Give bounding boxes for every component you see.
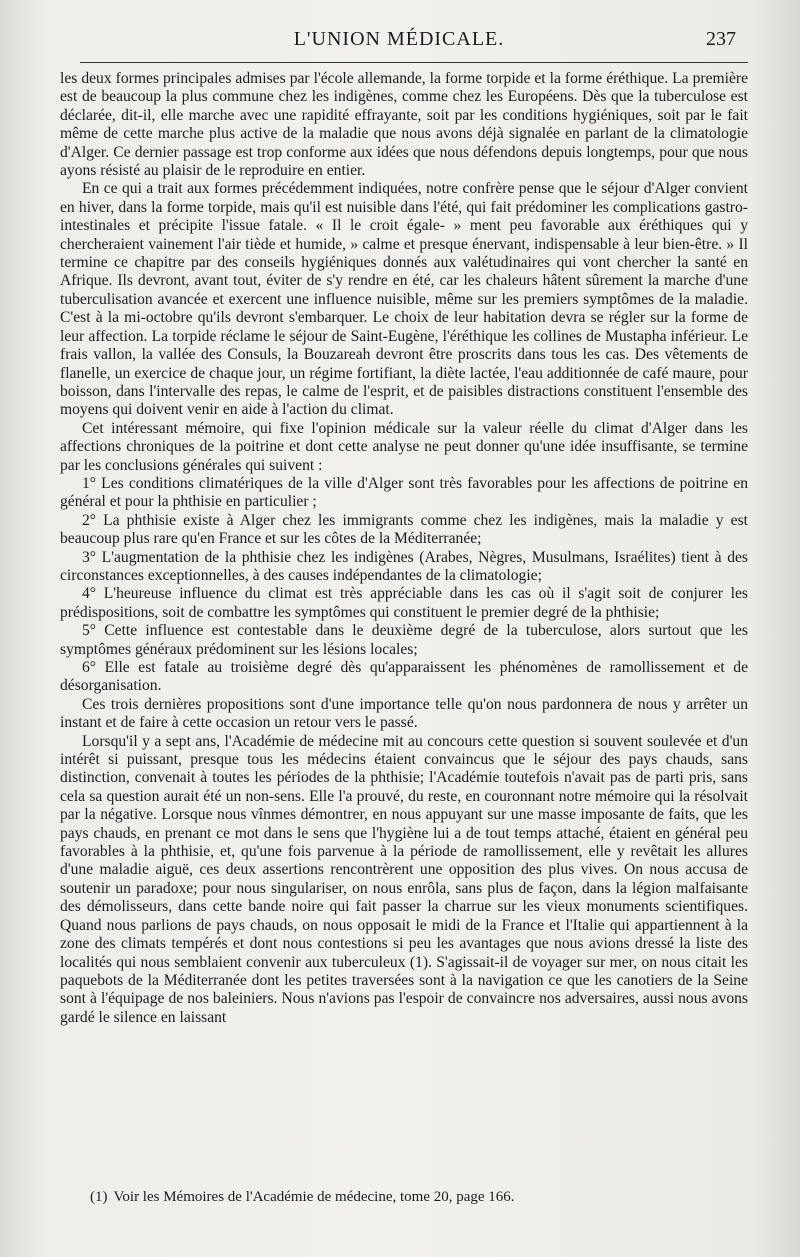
- paragraph: Cet intéressant mémoire, qui fixe l'opinion médicale sur la valeur réelle du climat d'Alger dans les affections chroniques de la poitrine et dont cette analyse ne peut donner qu'une idée insuffisante, se termine par les conclusions générales qui suivent :: [60, 419, 748, 474]
- header-rule: [80, 62, 748, 63]
- footnote-mark: (1): [90, 1189, 108, 1205]
- conclusion-item: 1° Les conditions climatériques de la ville d'Alger sont très favorables pour les affections de poitrine en général et pour la phthisie en particulier ;: [60, 474, 748, 511]
- page-number: 237: [706, 28, 736, 50]
- conclusion-item: 4° L'heureuse influence du climat est très appréciable dans les cas où il s'agit soit de conjurer les prédispositions, soit de combattre les symptômes qui constituent le premier degré de la phthisie;: [60, 585, 748, 621]
- paragraph: En ce qui a trait aux formes précédemment indiquées, notre confrère pense que le séjour d'Alger convient en hiver, dans la forme torpide, mais qu'il est nuisible dans l'été, qui fait prédominer les complications gastro-intestinales et précipite l'issue fatale. « Il le croit égale- » ment peu favorable aux éréthiques qui y chercheraient vainement l'air tiède et humide, » calme et presque énervant, indispensable à leur bien-être. » Il termine ce chapitre par des conseils hygiéniques donnés aux valétudinaires qui vont chercher la santé en Afrique. Ils devront, avant tout, éviter de s'y rendre en été, car les chaleurs hâtent sûrement la marche d'une tuberculisation avancée et exercent une influence nuisible, même sur les premiers symptômes de la maladie. C'est à la mi-octobre qu'ils devront s'embarquer. Le choix de leur habitation devra se régler sur la forme de leur affection. La torpide réclame le séjour de Saint-Eugène, l'éréthique les collines de Mustapha inférieur. Le frais vallon, la vallée des Consuls, la Bouzareah devront être proscrits dans tous les cas. Des vêtements de flanelle, un exercice de chaque jour, un régime fortifiant, la diète lactée, l'eau additionnée de café maure, pour boisson, dans l'intervalle des repas, le calme de l'esprit, et de paisibles distractions constituent l'ensemble des moyens qui doivent venir en aide à l'action du climat.: [60, 180, 748, 419]
- page-header: [60, 28, 738, 58]
- paragraph: Lorsqu'il y a sept ans, l'Académie de médecine mit au concours cette question si souvent soulevée et d'un intérêt si puissant, presque tous les médecins étaient convaincus que le séjour des pays chauds, sans distinction, convenait à toutes les périodes de la phthisie; l'Académie toutefois n'avait pas de parti pris, sans cela sa question aurait été un non-sens. Elle l'a prouvé, du reste, en couronnant notre mémoire qui la résolvait par la négative. Lorsque nous vînmes démontrer, en nous appuyant sur une masse imposante de faits, que les pays chauds, en prenant ce mot dans le sens que l'hygiène lui a de tout temps attaché, étaient en général peu favorables à la phthisie, et, qu'une fois parvenue à la période de ramollissement, elle y revêtait les allures d'une maladie aiguë, ces deux assertions rencontrèrent une opposition des plus vives. On nous accusa de soutenir un paradoxe; pour nous singulariser, on nous enrôla, sans plus de façon, dans la légion malfaisante des démolisseurs, dans cette bande noire qui fait passer la charrue sur les vieux monuments scientifiques. Quand nous parlions de pays chauds, on nous opposait le midi de la France et l'Italie qui appartiennent à la zone des climats tempérés et dont nous contestions si peu les avantages que nous avions dressé la liste des localités qui nous semblaient convenir aux tuberculeux (1). S'agissait-il de voyager sur mer, on nous citait les paquebots de la Méditerranée dont les petites traversées sont à la navigation ce que les canotiers de la Seine sont à l'équipage de nos baleiniers. Nous n'avions pas l'espoir de convaincre nos adversaires, aussi nous avons gardé le silence en laissant: [60, 732, 748, 1026]
- article-body: [60, 70, 748, 1027]
- conclusion-item: 6° Elle est fatale au troisième degré dès qu'apparaissent les phénomènes de ramollissement et de désorganisation.: [60, 659, 748, 695]
- footnote: [90, 1188, 748, 1206]
- running-title: L'UNION MÉDICALE.: [293, 28, 505, 50]
- paragraph: les deux formes principales admises par l'école allemande, la forme torpide et la forme éréthique. La première est de beaucoup la plus commune chez les indigènes, comme chez les Européens. Dès que la tuberculose est déclarée, dit-il, elle marche avec une rapidité effrayante, soit par les conditions hygiéniques, soit par le fait même de cette marche plus active de la maladie que nous avons déjà signalée en parlant de la climatologie d'Alger. Ce dernier passage est trop conforme aux idées que nous défendons depuis longtemps, pour que nous ayons résisté au plaisir de le reproduire en entier.: [60, 70, 748, 180]
- paragraph: Ces trois dernières propositions sont d'une importance telle qu'on nous pardonnera de nous y arrêter un instant et de faire à cette occasion un retour vers le passé.: [60, 695, 748, 732]
- conclusion-item: 5° Cette influence est contestable dans le deuxième degré de la tuberculose, alors surtout que les symptômes généraux prédominent sur les lésions locales;: [60, 622, 748, 658]
- conclusion-item: 2° La phthisie existe à Alger chez les immigrants comme chez les indigènes, mais la maladie y est beaucoup plus rare qu'en France et sur les côtes de la Méditerranée;: [60, 511, 748, 548]
- footnote-text: Voir les Mémoires de l'Académie de médecine, tome 20, page 166.: [113, 1189, 515, 1205]
- conclusion-item: 3° L'augmentation de la phthisie chez les indigènes (Arabes, Nègres, Musulmans, Israélites) tient à des circonstances exceptionnelles, à des causes indépendantes de la climatologie;: [60, 548, 748, 584]
